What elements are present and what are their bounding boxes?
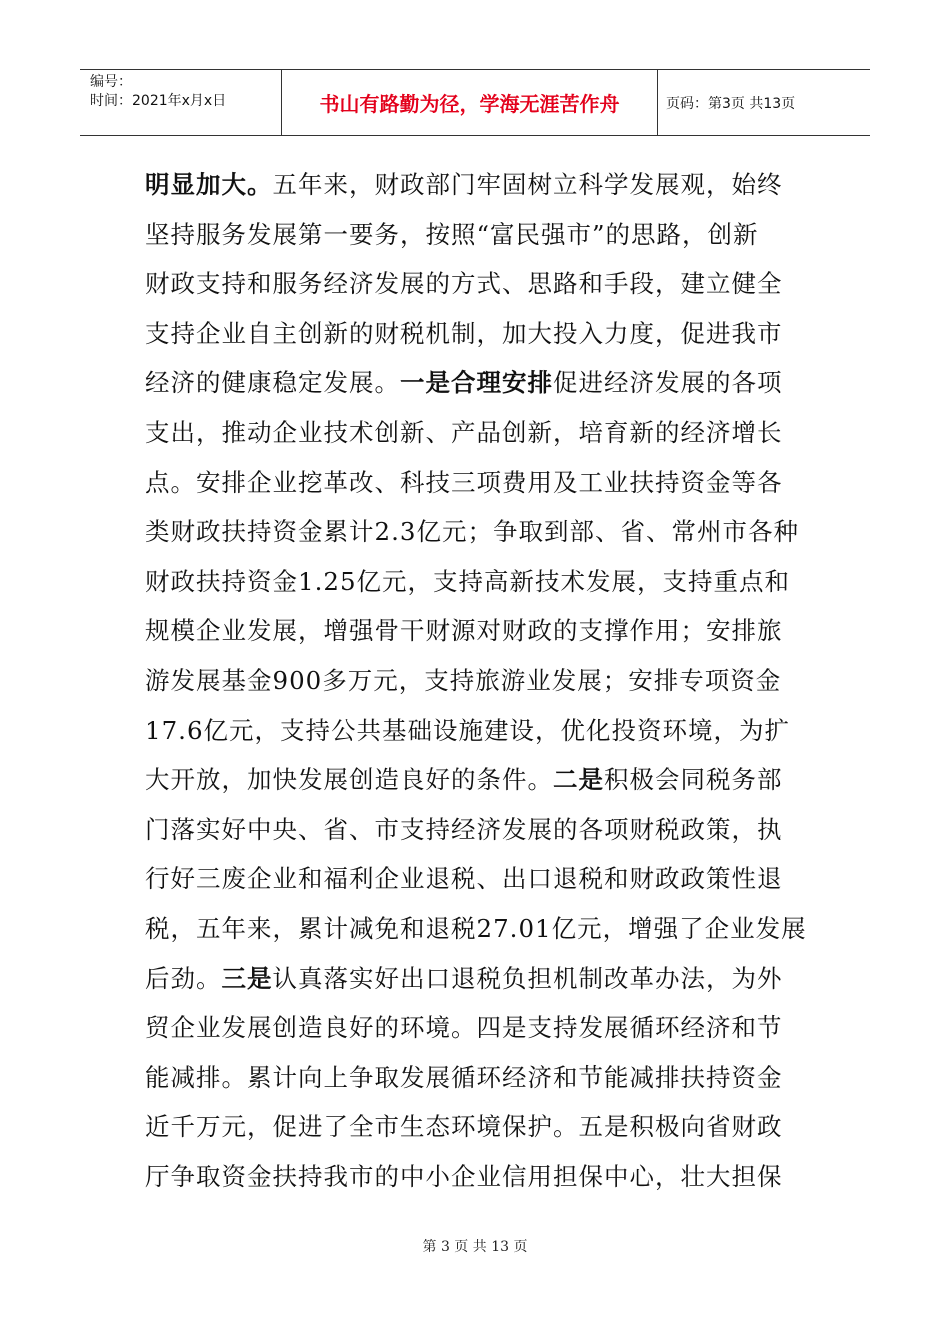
line-text: 17.6亿元，支持公共基础设施建设，优化投资环境，为扩 — [145, 715, 791, 745]
body-line — [145, 606, 810, 656]
body-line — [145, 458, 810, 508]
body-line — [145, 1003, 810, 1053]
body-line — [145, 954, 810, 1004]
body-line — [145, 1102, 810, 1152]
body-line — [145, 259, 810, 309]
body-line — [145, 557, 810, 607]
body-line — [145, 1053, 810, 1103]
line-text: 财政扶持资金1.25亿元，支持高新技术发展，支持重点和 — [145, 566, 791, 596]
document-body — [145, 160, 810, 1201]
body-line — [145, 309, 810, 359]
body-line — [145, 854, 810, 904]
body-line — [145, 1152, 810, 1202]
document-number-label: 编号： — [90, 74, 132, 90]
line-text: 财政支持和服务经济发展的方式、思路和手段，建立健全 — [145, 269, 783, 299]
line-text: 支持企业自主创新的财税机制，加大投入力度，促进我市 — [145, 318, 783, 348]
line-text: 积极会同税务部 — [604, 765, 783, 795]
page-header — [80, 69, 870, 136]
line-text: 类财政扶持资金累计2.3亿元；争取到部、省、常州市各种 — [145, 517, 799, 547]
line-text: 五年来，财政部门牢固树立科学发展观，始终 — [272, 170, 783, 199]
line-text: 认真落实好出口退税负担机制改革办法，为外 — [272, 963, 783, 993]
line-text-pre: 大开放，加快发展创造良好的条件。 — [145, 765, 553, 795]
body-line — [145, 358, 810, 408]
line-text: 厅争取资金扶持我市的中小企业信用担保中心，壮大担保 — [145, 1161, 783, 1191]
line-text-pre: 后劲。 — [145, 963, 222, 993]
line-bold-text: 三是 — [221, 963, 273, 993]
line-text: 游发展基金900多万元，支持旅游业发展；安排专项资金 — [145, 665, 782, 695]
body-line — [145, 805, 810, 855]
line-bold-text: 一是合理安排 — [400, 368, 553, 398]
line-text: 坚持服务发展第一要务，按照“富民强市”的思路，创新 — [145, 219, 759, 249]
line-text: 近千万元，促进了全市生态环境保护。五是积极向省财政 — [145, 1112, 783, 1142]
line-text: 门落实好中央、省、市支持经济发展的各项财税政策，执 — [145, 814, 783, 844]
body-line — [145, 706, 810, 756]
line-text: 贸企业发展创造良好的环境。四是支持发展循环经济和节 — [145, 1013, 783, 1043]
line-text: 能减排。累计向上争取发展循环经济和节能减排扶持资金 — [145, 1062, 783, 1092]
line-text-pre: 经济的健康稳定发展。 — [145, 368, 400, 398]
header-motto: 书山有路勤为径，学海无涯苦作舟 — [282, 70, 658, 135]
header-meta — [80, 70, 282, 135]
line-text: 点。安排企业挖革改、科技三项费用及工业扶持资金等各 — [145, 467, 783, 497]
line-text: 支出，推动企业技术创新、产品创新，培育新的经济增长 — [145, 417, 783, 447]
body-line — [145, 656, 810, 706]
body-line — [145, 408, 810, 458]
body-line — [145, 904, 810, 954]
header-page-info: 页码：第3页 共13页 — [666, 95, 796, 112]
line-text: 行好三废企业和福利企业退税、出口退税和财政政策性退 — [145, 864, 783, 894]
page-footer: 第 3 页 共 13 页 — [422, 1239, 528, 1255]
body-line — [145, 755, 810, 805]
document-time-label: 时间：2021年x月x日 — [90, 93, 227, 109]
line-text: 税，五年来，累计减免和退税27.01亿元，增强了企业发展 — [145, 913, 807, 943]
line-bold-text: 二是 — [553, 765, 604, 795]
body-line — [145, 210, 810, 260]
line-bold-text: 明显加大。 — [145, 170, 273, 199]
body-line — [145, 507, 810, 557]
body-line — [145, 160, 810, 210]
line-text: 促进经济发展的各项 — [553, 368, 783, 398]
line-text: 规模企业发展，增强骨干财源对财政的支撑作用；安排旅 — [145, 616, 783, 646]
